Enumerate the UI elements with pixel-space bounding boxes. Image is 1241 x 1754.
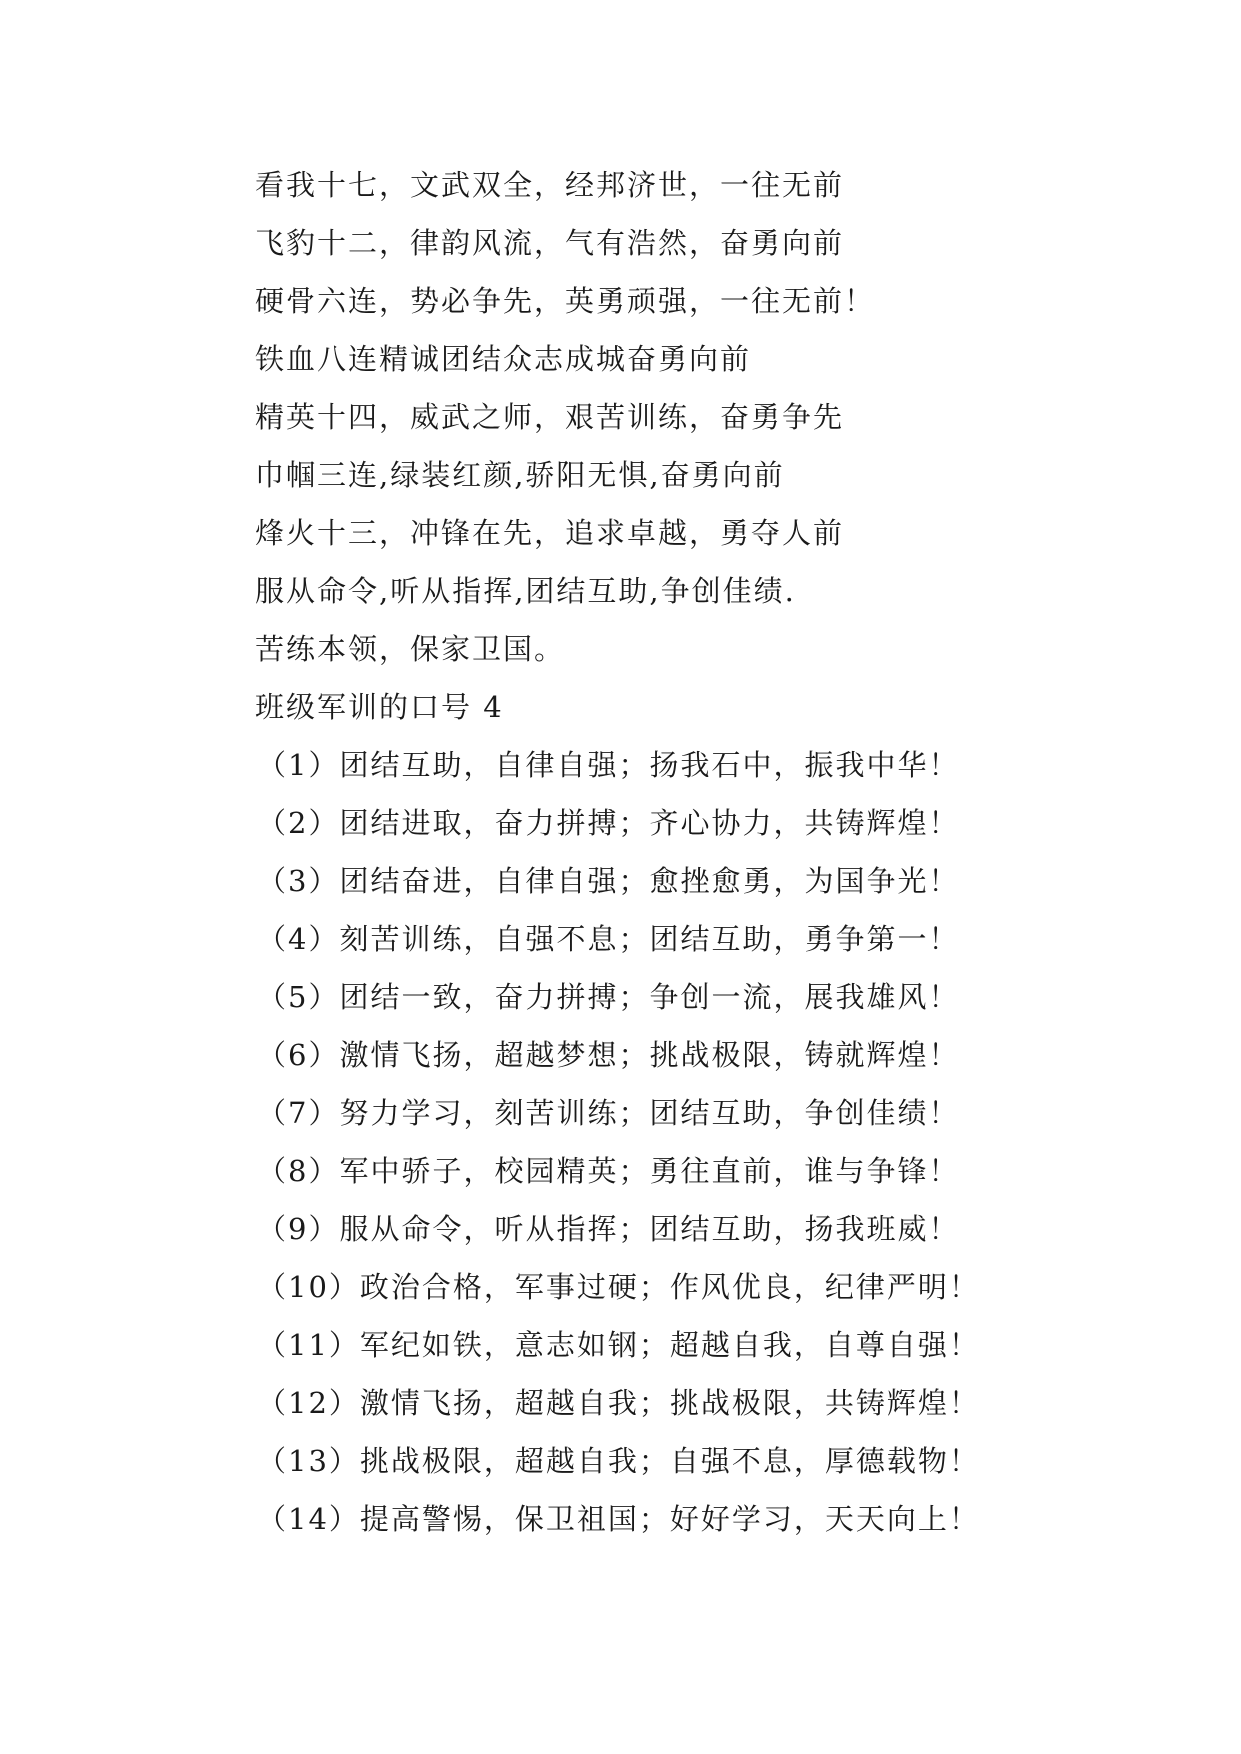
slogan-item: （2）团结进取，奋力拼搏；齐心协力，共铸辉煌！ <box>257 806 960 840</box>
intro-line: 硬骨六连，势必争先，英勇顽强，一往无前！ <box>255 284 876 318</box>
intro-line: 服从命令,听从指挥,团结互助,争创佳绩. <box>255 574 796 608</box>
slogan-item: （8）军中骄子，校园精英；勇往直前，谁与争锋！ <box>257 1154 960 1188</box>
slogan-item: （13）挑战极限，超越自我；自强不息，厚德载物！ <box>257 1444 980 1478</box>
intro-line: 精英十四，威武之师，艰苦训练，奋勇争先 <box>255 400 845 434</box>
intro-line: 苦练本领，保家卫国。 <box>255 632 566 666</box>
slogan-item: （6）激情飞扬，超越梦想；挑战极限，铸就辉煌！ <box>257 1038 960 1072</box>
slogan-item: （3）团结奋进，自律自强；愈挫愈勇，为国争光！ <box>257 864 960 898</box>
slogan-item: （14）提高警惕，保卫祖国；好好学习，天天向上！ <box>257 1502 980 1536</box>
slogan-item: （9）服从命令，听从指挥；团结互助，扬我班威！ <box>257 1212 960 1246</box>
section-title: 班级军训的口号 4 <box>255 690 504 724</box>
slogan-item: （5）团结一致，奋力拼搏；争创一流，展我雄风！ <box>257 980 960 1014</box>
slogan-item: （10）政治合格，军事过硬；作风优良，纪律严明！ <box>257 1270 980 1304</box>
slogan-item: （7）努力学习，刻苦训练；团结互助，争创佳绩！ <box>257 1096 960 1130</box>
slogan-item: （12）激情飞扬，超越自我；挑战极限，共铸辉煌！ <box>257 1386 980 1420</box>
slogan-item: （1）团结互助，自律自强；扬我石中，振我中华！ <box>257 748 960 782</box>
intro-line: 铁血八连精诚团结众志成城奋勇向前 <box>255 342 752 376</box>
slogan-item: （11）军纪如铁，意志如钢；超越自我，自尊自强！ <box>257 1328 980 1362</box>
document-body <box>255 156 1155 1548</box>
intro-line: 看我十七，文武双全，经邦济世，一往无前 <box>255 168 845 202</box>
intro-line: 烽火十三，冲锋在先，追求卓越，勇夺人前 <box>255 516 845 550</box>
intro-line: 巾帼三连,绿装红颜,骄阳无惧,奋勇向前 <box>255 458 785 492</box>
intro-line: 飞豹十二，律韵风流，气有浩然，奋勇向前 <box>255 226 845 260</box>
slogan-item: （4）刻苦训练，自强不息；团结互助，勇争第一！ <box>257 922 960 956</box>
